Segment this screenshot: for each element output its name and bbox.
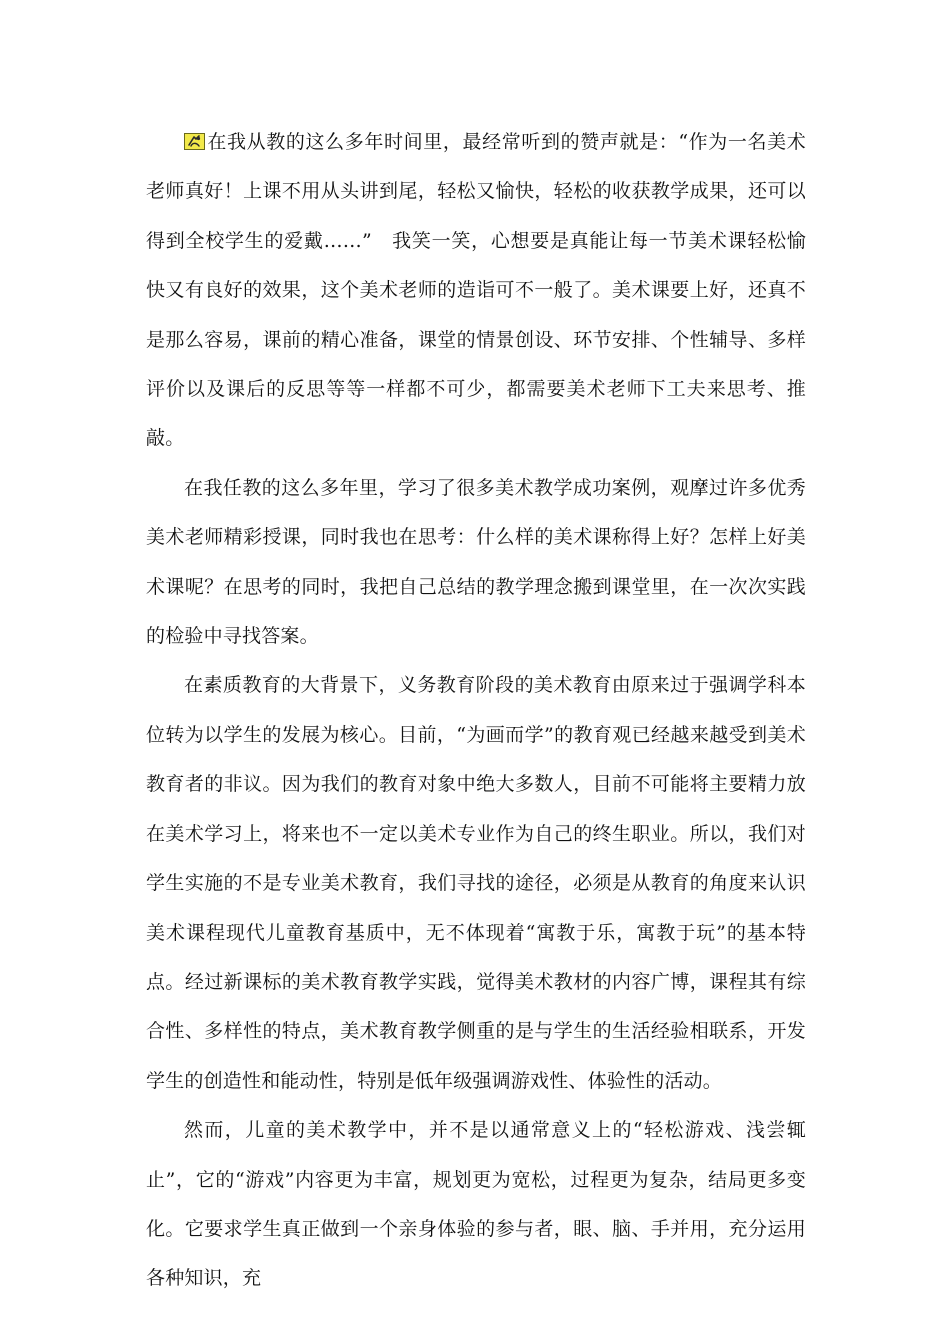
paragraph-1-text: 在我从教的这么多年时间里，最经常听到的赞声就是：“作为一名美术老师真好！上课不用从头讲到尾，轻松又愉快，轻松的收获教学成果，还可以得到全校学生的爱戴……” 我笑一笑，心想要是真能让每一节美术课轻松愉快又有良好的效果，这个美术老师的造诣可不一般了。美术课要上好，还真不是那么容易，课前的精心准备，课堂的情景创设、环节安排、个性辅导、多样评价以及课后的反思等等一样都不可少，都需要美术老师下工夫来思考、推敲。 bbox=[146, 131, 806, 450]
paragraph-1 bbox=[146, 118, 806, 464]
paragraph-4: 然而，儿童的美术教学中，并不是以通常意义上的“轻松游戏、浅尝辄止”，它的“游戏”内容更为丰富，规划更为宽松，过程更为复杂，结局更多变化。它要求学生真正做到一个亲身体验的参与者，眼、脑、手并用，充分运用各种知识，充 bbox=[146, 1119, 806, 1290]
paragraph-2: 在我任教的这么多年里，学习了很多美术教学成功案例，观摩过许多优秀美术老师精彩授课，同时我也在思考：什么样的美术课称得上好？怎样上好美术课呢？在思考的同时，我把自己总结的教学理念搬到课堂里，在一次次实践的检验中寻找答案。 bbox=[146, 476, 806, 648]
comment-anchor-icon[interactable] bbox=[184, 133, 205, 150]
paragraph-3: 在素质教育的大背景下，义务教育阶段的美术教育由原来过于强调学科本位转为以学生的发展为核心。目前，“为画而学”的教育观已经越来越受到美术教育者的非议。因为我们的教育对象中绝大多数人，目前不可能将主要精力放在美术学习上，将来也不一定以美术专业作为自己的终生职业。所以，我们对学生实施的不是专业美术教育，我们寻找的途径，必须是从教育的角度来认识美术课程现代儿童教育基质中，无不体现着“寓教于乐，寓教于玩”的基本特点。经过新课标的美术教育教学实践，觉得美术教材的内容广博，课程其有综合性、多样性的特点，美术教育教学侧重的是与学生的生活经验相联系，开发学生的创造性和能动性，特别是低年级强调游戏性、体验性的活动。 bbox=[146, 674, 806, 1092]
document-body bbox=[146, 118, 806, 1304]
